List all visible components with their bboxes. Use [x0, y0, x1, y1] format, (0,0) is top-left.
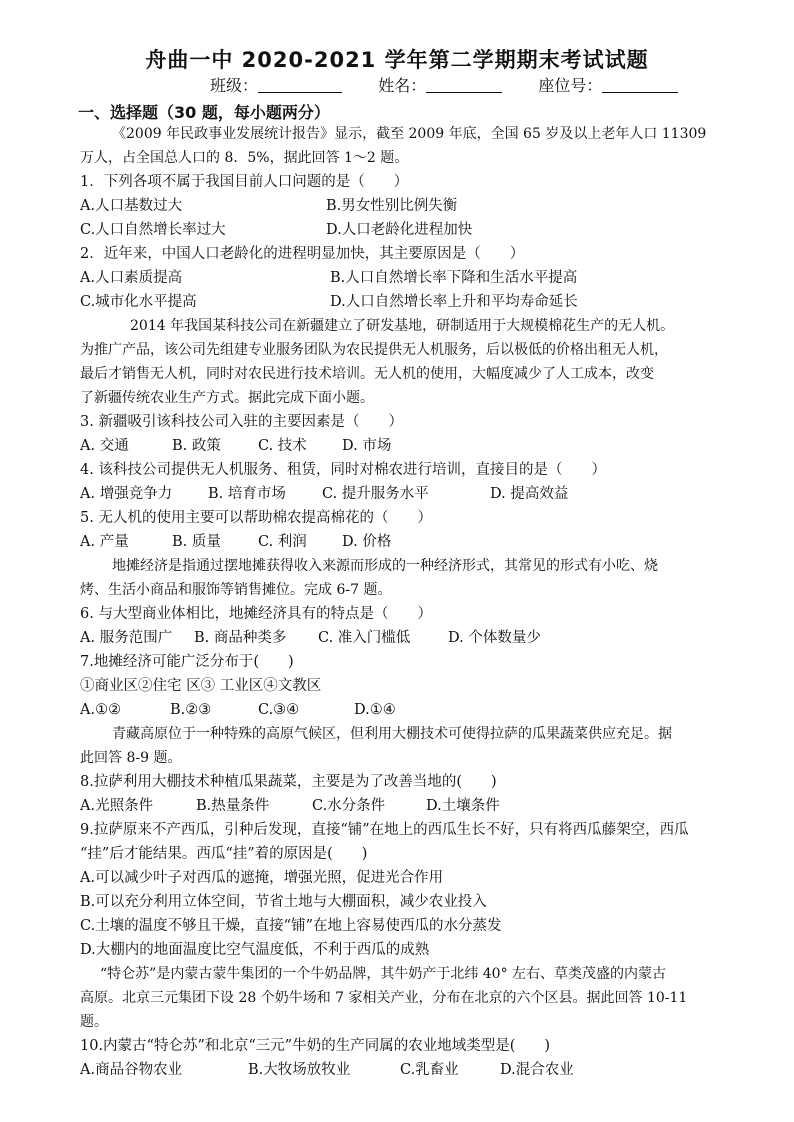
question-2-option-d[interactable]: D.人口自然增长率上升和平均寿命延长 [330, 294, 578, 310]
question-6-option-d[interactable]: D. 个体数量少 [448, 630, 541, 646]
question-7-option-a[interactable]: A.①② [80, 702, 122, 718]
page-title: 舟曲一中 2020-2021 学年第二学期期末考试试题 [145, 48, 649, 72]
class-blank[interactable] [258, 78, 342, 93]
question-4-option-b[interactable]: B. 培育市场 [208, 486, 286, 502]
question-1-option-c[interactable]: C.人口自然增长率过大 [80, 222, 226, 238]
question-5-option-a[interactable]: A. 产量 [80, 534, 129, 550]
question-8-option-a[interactable]: A.光照条件 [80, 798, 154, 814]
name-blank[interactable] [426, 78, 502, 93]
material-2-line-2: 为推广产品，该公司先组建专业服务团队为农民提供无人机服务，后以极低的价格出租无人机， [80, 342, 668, 358]
question-3-option-b[interactable]: B. 政策 [172, 438, 221, 454]
material-2-line-3: 最后才销售无人机，同时对农民进行技术培训。无人机的使用，大幅度减少了人工成本，改变 [80, 366, 654, 382]
question-8-option-c[interactable]: C.水分条件 [312, 798, 386, 814]
question-10-option-d[interactable]: D.混合农业 [500, 1062, 574, 1078]
question-9-option-a[interactable]: A.可以减少叶子对西瓜的遮掩，增强光照，促进光合作用 [80, 870, 444, 886]
question-8-option-b[interactable]: B.热量条件 [196, 798, 270, 814]
question-4-option-c[interactable]: C. 提升服务水平 [322, 486, 429, 502]
question-3-option-c[interactable]: C. 技术 [258, 438, 307, 454]
question-6-option-a[interactable]: A. 服务范围广 [80, 630, 173, 646]
material-1-line-2: 万人，占全国总人口的 8．5%，据此回答 1～2 题。 [80, 150, 409, 166]
question-6-stem: 6. 与大型商业体相比，地摊经济具有的特点是（ ） [80, 606, 432, 622]
question-10-option-a[interactable]: A.商品谷物农业 [80, 1062, 183, 1078]
question-1-option-d[interactable]: D.人口老龄化进程加快 [326, 222, 473, 238]
question-9-stem-line-1: 9.拉萨原来不产西瓜，引种后发现，直接“铺”在地上的西瓜生长不好，只有将西瓜藤架空，西瓜 [80, 822, 689, 838]
question-9-stem-line-2: “挂”后才能结果。西瓜“挂”着的原因是( ) [80, 846, 368, 862]
question-7-option-c[interactable]: C.③④ [258, 702, 300, 718]
question-7-stem: 7.地摊经济可能广泛分布于( ) [80, 654, 294, 670]
question-4-option-d[interactable]: D. 提高效益 [490, 486, 569, 502]
material-2-line-1: 2014 年我国某科技公司在新疆建立了研发基地，研制适用于大规模棉花生产的无人机。 [130, 318, 675, 334]
question-5-option-c[interactable]: C. 利润 [258, 534, 307, 550]
question-8-option-d[interactable]: D.土壤条件 [426, 798, 500, 814]
class-label: 班级： [210, 76, 259, 95]
seat-blank[interactable] [602, 78, 678, 93]
question-7-subitems: ①商业区②住宅 区③ 工业区④文教区 [80, 678, 322, 694]
question-10-stem: 10.内蒙古“特仑苏”和北京“三元”牛奶的生产同属的农业地域类型是( ) [80, 1038, 551, 1054]
question-3-stem: 3. 新疆吸引该科技公司入驻的主要因素是（ ） [80, 414, 403, 430]
question-6-option-b[interactable]: B. 商品种类多 [194, 630, 287, 646]
material-4-line-2: 此回答 8-9 题。 [80, 750, 182, 766]
question-5-stem: 5. 无人机的使用主要可以帮助棉农提高棉花的（ ） [80, 510, 432, 526]
question-9-option-b[interactable]: B.可以充分利用立体空间，节省土地与大棚面积，减少农业投入 [80, 894, 487, 910]
question-1-option-b[interactable]: B.男女性别比例失衡 [326, 198, 458, 214]
material-5-line-1: “特仑苏”是内蒙古蒙牛集团的一个牛奶品牌，其牛奶产于北纬 40° 左右、草类茂盛的内蒙古 [100, 966, 667, 982]
material-3-line-1: 地摊经济是指通过摆地摊获得收入来源而形成的一种经济形式，其常见的形式有小吃、烧 [112, 558, 658, 574]
question-1-stem: 1．下列各项不属于我国目前人口问题的是（ ） [80, 174, 409, 190]
question-7-option-d[interactable]: D.①④ [354, 702, 396, 718]
seat-label: 座位号： [538, 76, 603, 95]
material-1-line-1: 《2009 年民政事业发展统计报告》显示，截至 2009 年底，全国 65 岁及以上老年人口 11309 [112, 126, 707, 142]
question-6-option-c[interactable]: C. 准入门槛低 [318, 630, 411, 646]
question-4-stem: 4. 该科技公司提供无人机服务、租赁，同时对棉农进行培训，直接目的是（ ） [80, 462, 606, 478]
question-2-option-c[interactable]: C.城市化水平提高 [80, 294, 197, 310]
question-2-option-b[interactable]: B.人口自然增长率下降和生活水平提高 [330, 270, 578, 286]
question-3-option-a[interactable]: A. 交通 [80, 438, 129, 454]
question-10-option-b[interactable]: B.大牧场放牧业 [248, 1062, 351, 1078]
material-5-line-3: 题。 [80, 1014, 108, 1030]
question-4-option-a[interactable]: A. 增强竞争力 [80, 486, 173, 502]
section-heading: 一、选择题（30 题，每小题两分） [78, 103, 330, 122]
material-2-line-4: 了新疆传统农业生产方式。据此完成下面小题。 [80, 390, 374, 406]
question-9-option-c[interactable]: C.土壤的温度不够且干燥，直接“铺”在地上容易使西瓜的水分蒸发 [80, 918, 502, 934]
question-10-option-c[interactable]: C.乳畜业 [400, 1062, 459, 1078]
material-5-line-2: 高原。北京三元集团下设 28 个奶牛场和 7 家相关产业，分布在北京的六个区县。据此回答 10-11 [80, 990, 688, 1006]
question-1-option-a[interactable]: A.人口基数过大 [80, 198, 183, 214]
name-label: 姓名： [378, 76, 427, 95]
question-8-stem: 8.拉萨利用大棚技术种植瓜果蔬菜，主要是为了改善当地的( ) [80, 774, 497, 790]
question-7-option-b[interactable]: B.②③ [170, 702, 212, 718]
material-4-line-1: 青藏高原位于一种特殊的高原气候区，但利用大棚技术可使得拉萨的瓜果蔬菜供应充足。据 [112, 726, 672, 742]
question-5-option-d[interactable]: D. 价格 [342, 534, 392, 550]
student-info-row [210, 73, 678, 96]
question-3-option-d[interactable]: D. 市场 [342, 438, 392, 454]
material-3-line-2: 烤、生活小商品和服饰等销售摊位。完成 6-7 题。 [80, 582, 392, 598]
question-9-option-d[interactable]: D.大棚内的地面温度比空气温度低，不利于西瓜的成熟 [80, 942, 430, 958]
question-2-option-a[interactable]: A.人口素质提高 [80, 270, 183, 286]
question-2-stem: 2．近年来，中国人口老龄化的进程明显加快，其主要原因是（ ） [80, 246, 525, 262]
question-5-option-b[interactable]: B. 质量 [172, 534, 221, 550]
